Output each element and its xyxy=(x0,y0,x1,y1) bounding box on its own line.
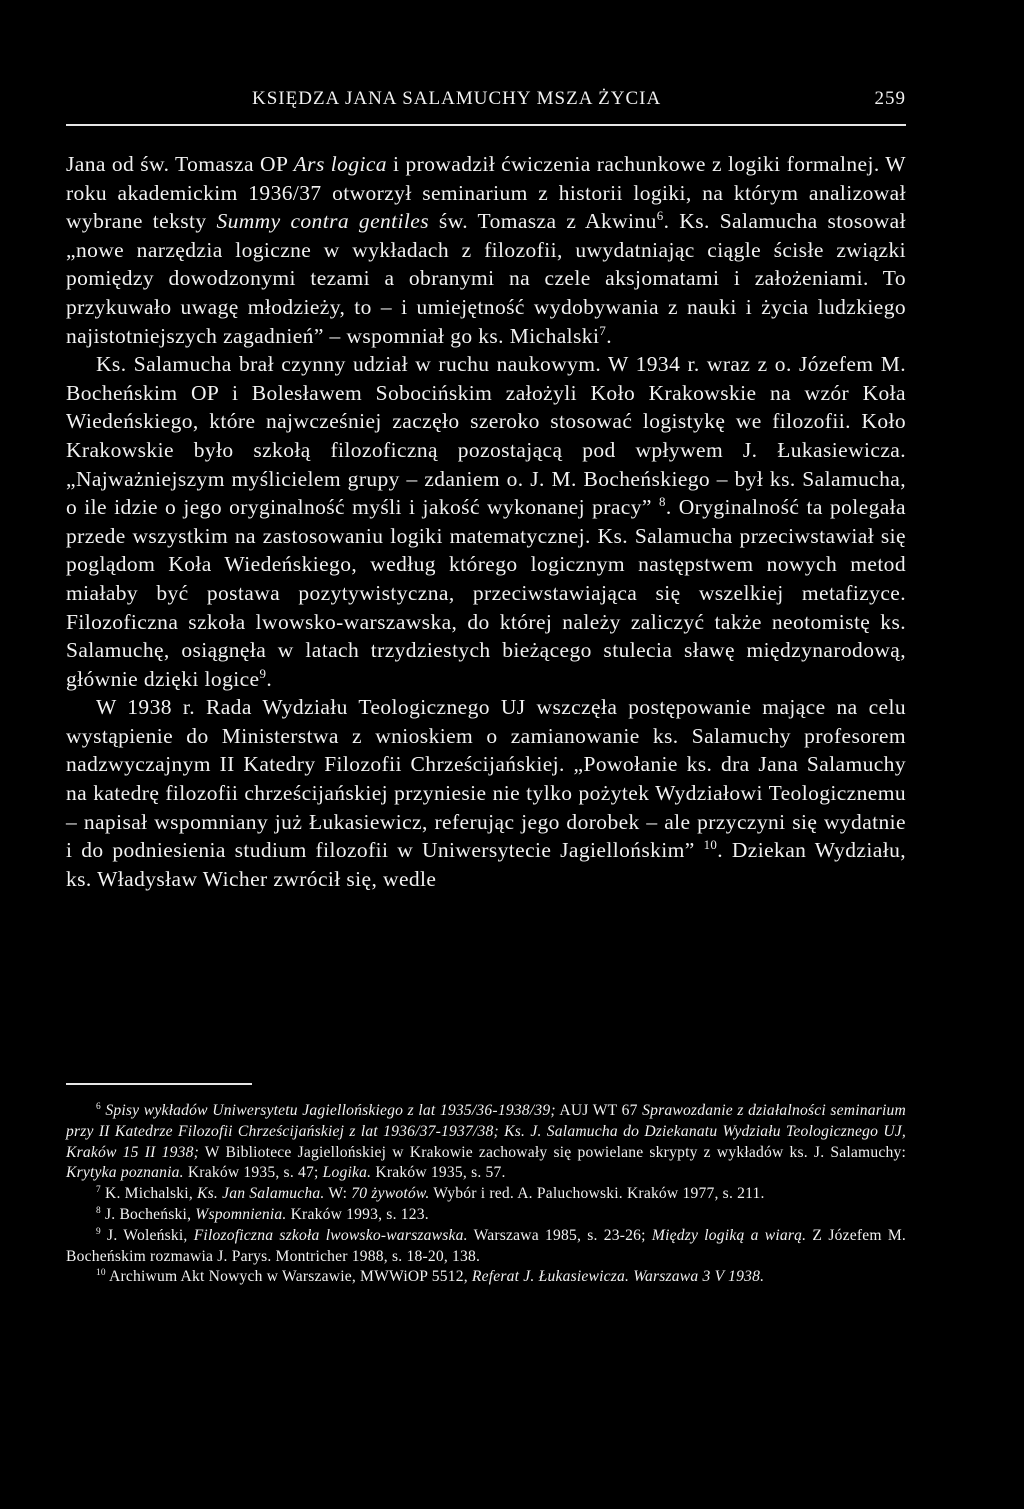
footnote-8 xyxy=(66,1205,906,1226)
footnote-ref: 8 xyxy=(658,494,666,509)
text-run: Z Józefem M. Bocheńskim rozmawia J. Parys. Montricher 1988, s. 18-20, 138. xyxy=(66,1226,906,1265)
italic-run: Referat J. Łukasiewicza. Warszawa 3 V 1938. xyxy=(471,1268,765,1286)
italic-run: Logika. xyxy=(322,1164,372,1182)
text-run: . Oryginalność ta polegała przede wszystkim na zastosowaniu logiki matematycznej. Ks. Salamucha przeciwstawiał się poglądom Koła Wiedeńskiego, według którego logicznym następstwem nowych metod miałaby być postawa pozytywistyczna, przeciwstawiająca się wszelkiej metafizyce. Filozoficzna szkoła lwowsko-warszawska, do której należy zaliczyć także neotomistę ks. Salamuchę, osiągnęła w latach trzydziestych bieżącego stulecia sławę międzynarodową, głównie dzięki logice xyxy=(66,495,906,691)
footnote-number: 9 xyxy=(96,1226,101,1237)
footnote-ref: 9 xyxy=(259,666,267,681)
footnote-ref: 10 xyxy=(703,838,718,853)
text-run: K. Michalski, xyxy=(100,1185,198,1203)
text-run: Kraków 1935, s. 57. xyxy=(371,1164,506,1182)
text-run: Kraków 1935, s. 47; xyxy=(183,1164,323,1182)
text-run: i prowadził ćwiczenia rachunkowe z logiki formalnej. W roku akademickim 1936/37 otworzył seminarium z historii logiki, na którym analizował wybrane teksty xyxy=(66,152,906,234)
main-text xyxy=(66,150,906,893)
text-run: J. Bocheński, xyxy=(100,1205,196,1223)
italic-run: Sprawozdanie z działalności seminarium przy II Katedrze Filozofii Chrześcijańskiej z lat 1936/37-1937/38; Ks. J. Salamucha do Dziekanatu Wydziału Teologicznego UJ, Kraków 15 II 1938; xyxy=(66,1102,906,1161)
italic-run: 70 żywotów. xyxy=(351,1185,430,1203)
footnote-rule xyxy=(66,1083,252,1085)
italic-run: Krytyka poznania. xyxy=(66,1164,184,1182)
footnote-number: 8 xyxy=(96,1205,101,1216)
footnote-ref: 7 xyxy=(599,323,607,338)
footnote-6 xyxy=(66,1101,906,1184)
running-title: KSIĘDZA JANA SALAMUCHY MSZA ŻYCIA xyxy=(252,88,662,109)
italic-run: Ks. Jan Salamucha. xyxy=(197,1185,325,1203)
text-run: . xyxy=(606,323,612,348)
text-run: . Dziekan Wydziału, ks. Władysław Wicher zwrócił się, wedle xyxy=(66,838,906,891)
italic-run: Wspomnienia. xyxy=(195,1205,287,1223)
footnote-9 xyxy=(66,1226,906,1268)
text-run: Wybór i red. A. Paluchowski. Kraków 1977, s. 211. xyxy=(429,1185,765,1203)
text-run: W Bibliotece Jagiellońskiej w Krakowie zachowały się powielane skrypty z wykładów ks. J. Salamuchy: xyxy=(198,1143,906,1161)
page-number: 259 xyxy=(874,88,906,109)
text-run: Ks. Salamucha brał czynny udział w ruchu naukowym. W 1934 r. wraz z o. Józefem M. Bocheńskim OP i Bolesławem Sobocińskim założyli Koło Krakowskie na wzór Koła Wiedeńskiego, które najwcześniej zaczęło szeroko stosować logistykę we filozofii. Koło Krakowskie było szkołą filozoficzną pozostającą pod wpływem J. Łukasiewicza. „Najważniejszym myślicielem grupy – zdaniem o. J. M. Bocheńskiego – był ks. Salamucha, o ile idzie o jego oryginalność myśli i jakość wykonanej pracy” xyxy=(66,352,906,520)
text-run: Kraków 1993, s. 123. xyxy=(286,1205,429,1223)
text-run: Jana od św. Tomasza OP xyxy=(66,152,294,176)
italic-run: Między logiką a wiarą. xyxy=(651,1226,807,1244)
italic-run: Filozoficzna szkoła lwowsko-warszawska. xyxy=(193,1226,468,1244)
footnotes xyxy=(66,1101,906,1288)
text-run: . xyxy=(266,666,273,691)
italic-title: Summy contra gentiles xyxy=(216,209,429,234)
italic-title: Ars logica xyxy=(293,152,387,176)
paragraph-2 xyxy=(66,350,906,693)
footnote-10 xyxy=(66,1267,906,1288)
header-rule xyxy=(66,124,906,126)
text-run: J. Woleński, xyxy=(100,1226,194,1244)
running-header xyxy=(66,88,906,118)
text-run: Archiwum Akt Nowych w Warszawie, MWWiOP 5512, xyxy=(105,1268,472,1286)
footnote-7 xyxy=(66,1184,906,1205)
text-run: W 1938 r. Rada Wydziału Teologicznego UJ wszczęła postępowanie mające na celu wystąpienie do Ministerstwa z wnioskiem o zamianowanie ks. Salamuchy profesorem nadzwyczajnym II Katedry Filozofii Chrześcijańskiej. „Powołanie ks. dra Jana Salamuchy na katedrę filozofii chrześcijańskiej przyniesie nie tylko pożytek Wydziałowi Teologicznemu – napisał wspomniany już Łukasiewicz, referując jego dorobek – ale przyczyni się wydatnie i do podniesienia studium filozofii w Uniwersytecie Jagiellońskim” xyxy=(66,695,906,863)
footnote-number: 6 xyxy=(96,1101,101,1112)
text-run: Warszawa 1985, s. 23-26; xyxy=(467,1226,652,1244)
text-run: . Ks. Salamucha stosował „nowe narzędzia logiczne w wykładach z filozofii, uwydatniając ciągle ścisłe związki pomiędzy dowodzonymi tezami a obranymi na czele aksjomatami i założeniami. To przykuwało uwagę młodzieży, to – i umiejętność wydobywania z nauki i życia ludzkiego najistotniejszych zagadnień” – wspomniał go ks. Michalski xyxy=(66,209,906,348)
paragraph-3 xyxy=(66,693,906,893)
paragraph-1 xyxy=(66,150,906,350)
footnote-number: 10 xyxy=(96,1268,106,1279)
italic-run: Spisy wykładów Uniwersytetu Jagiellońskiego z lat 1935/36-1938/39; xyxy=(100,1102,556,1119)
footnote-number: 7 xyxy=(96,1185,101,1195)
text-run: św. Tomasza z Akwinu xyxy=(429,209,657,234)
text-run: AUJ WT 67 xyxy=(555,1102,643,1119)
text-run: W: xyxy=(324,1185,352,1203)
footnote-ref: 6 xyxy=(656,209,664,224)
